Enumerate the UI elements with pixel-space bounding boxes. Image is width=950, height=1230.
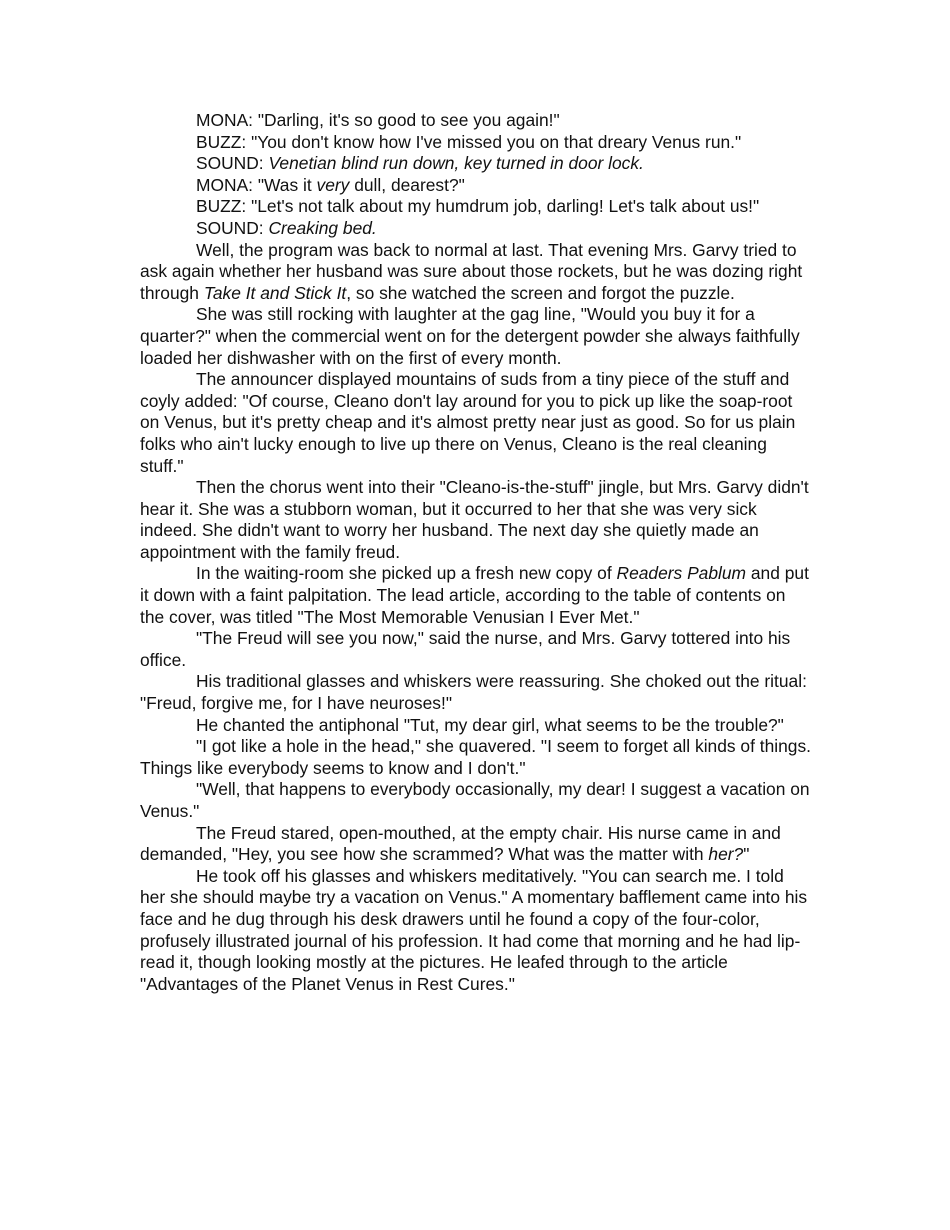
document-page [140,110,812,995]
italic-text: Venetian blind run down, key turned in door lock. [268,153,644,174]
paragraph [140,671,812,714]
text-run: The announcer displayed mountains of suds from a tiny piece of the stuff and coyly added: "Of course, Cleano don't lay around for you to pick up like the soap-root on Venus, but it's pretty cheap and it's almost pretty near just as good. So for us plain folks who ain't lucky enough to live up there on Venus, Cleano is the real cleaning stuff." [140,369,796,476]
text-run: BUZZ: "You don't know how I've missed you on that dreary Venus run." [196,131,742,152]
paragraph [140,563,812,628]
text-run: and put it down with a faint palpitation. The lead article, according to the table of contents on the cover, was titled "The Most Memorable Venusian I Ever Met." [140,563,809,627]
text-run: SOUND: [196,217,269,238]
text-run: "I got like a hole in the head," she quavered. "I seem to forget all kinds of things. Things like everybody seems to know and I don't." [140,736,811,778]
paragraph [140,736,812,779]
paragraph [140,477,812,563]
paragraph [140,823,812,866]
text-run: The Freud stared, open-mouthed, at the empty chair. His nurse came in and demanded, "Hey, you see how she scrammed? What was the matter with [140,822,781,865]
text-run: Then the chorus went into their "Cleano-is-the-stuff" jingle, but Mrs. Garvy didn't hear it. She was a stubborn woman, but it occurred to her that she was very sick indeed. She didn't want to worry her husband. The next day she quietly made an appointment with the family freud. [140,477,809,562]
text-run: She was still rocking with laughter at the gag line, "Would you buy it for a quarter?" when the commercial went on for the detergent powder she always faithfully loaded her dishwasher with on the first of every month. [140,304,800,368]
text-run: " [743,844,750,865]
paragraph [140,196,812,218]
text-run: MONA: "Darling, it's so good to see you again!" [196,110,560,130]
paragraph [140,110,812,132]
text-run: "Well, that happens to everybody occasionally, my dear! I suggest a vacation on Venus." [140,779,810,821]
italic-text: Readers Pablum [616,563,747,584]
text-run: In the waiting-room she picked up a fresh new copy of [196,563,617,584]
text-run: MONA: "Was it [196,174,317,195]
paragraph [140,153,812,175]
story-text [140,110,812,995]
paragraph [140,304,812,369]
text-run: His traditional glasses and whiskers were reassuring. She choked out the ritual: "Freud, forgive me, for I have neuroses!" [140,671,807,714]
paragraph [140,132,812,154]
text-run: SOUND: [196,153,269,174]
paragraph [140,240,812,305]
paragraph [140,369,812,477]
text-run: He took off his glasses and whiskers meditatively. "You can search me. I told her she should maybe try a vacation on Venus." A momentary bafflement came into his face and he dug through his desk drawers until he found a copy of the four-color, profusely illustrated journal of his profession. It had come that morning and he had lip-read it, though looking mostly at the pictures. He leafed through to the article "Advantages of the Planet Venus in Rest Cures." [140,865,808,994]
paragraph [140,218,812,240]
text-run: dull, dearest?" [349,174,465,195]
text-run: Well, the program was back to normal at last. That evening Mrs. Garvy tried to ask again whether her husband was sure about those rockets, but he was dozing right through [140,239,803,303]
paragraph [140,715,812,737]
text-run: "The Freud will see you now," said the nurse, and Mrs. Garvy tottered into his office. [140,628,791,670]
text-run: He chanted the antiphonal "Tut, my dear girl, what seems to be the trouble?" [196,714,784,735]
italic-text: very [316,174,350,195]
text-run: BUZZ: "Let's not talk about my humdrum job, darling! Let's talk about us!" [196,196,760,217]
paragraph [140,779,812,822]
text-run: , so she watched the screen and forgot the puzzle. [346,282,735,303]
italic-text: Take It and Stick It [203,282,347,303]
italic-text: Creaking bed. [268,217,377,238]
italic-text: her? [708,844,744,865]
paragraph [140,866,812,996]
paragraph [140,628,812,671]
paragraph [140,175,812,197]
